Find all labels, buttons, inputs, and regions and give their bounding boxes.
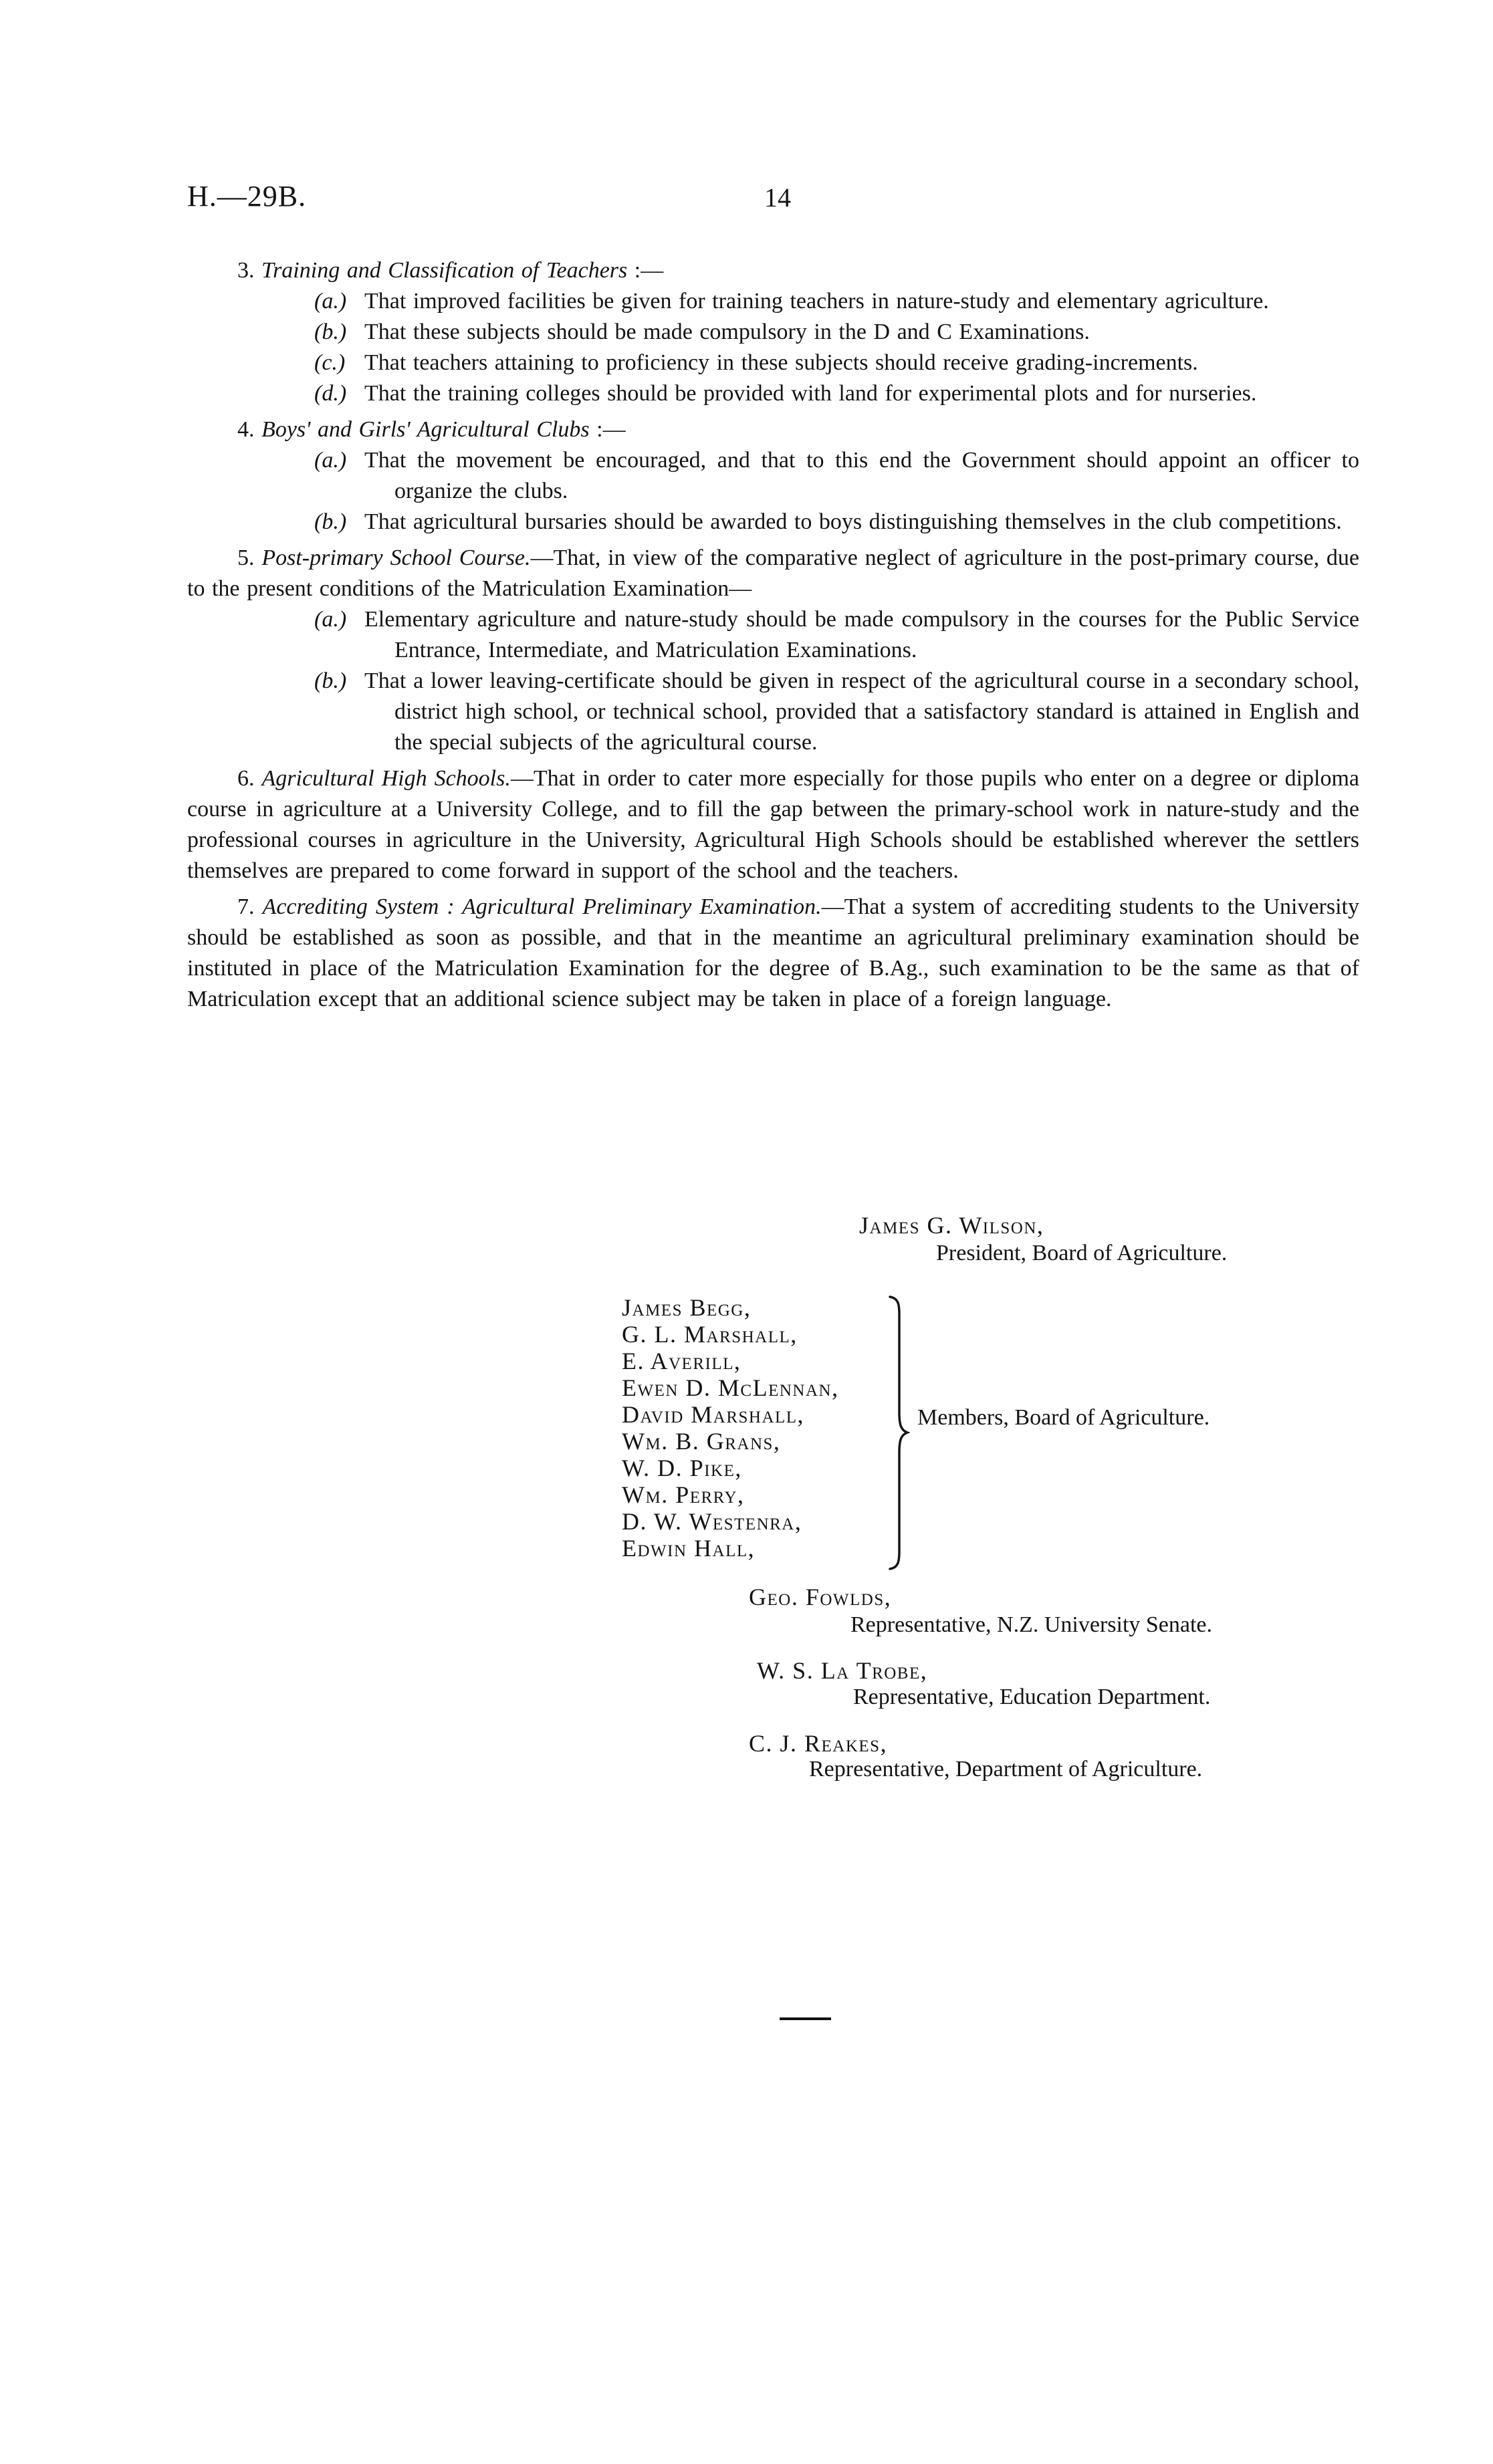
representative-name: C. J. Reakes, — [749, 1730, 888, 1757]
list-item — [187, 317, 1359, 348]
member-name: James Begg, — [622, 1294, 752, 1321]
section-number: 3. — [237, 258, 255, 283]
section-3 — [187, 255, 1359, 409]
item-text: That the training colleges should be provided with land for experimental plots and for nurseries. — [364, 381, 1257, 406]
section-body-text: —That a system of accrediting students to the University should be established as soon as possible, and that in the meantime an agricultural preliminary examination should be instituted in place of the Matriculation Examination for the degree of B.Ag., such examination to be the same as that of Matriculation except that an additional science subject may be taken in place of a foreign language. — [187, 894, 1360, 1011]
member-name: W. D. Pike, — [622, 1455, 742, 1481]
section-title: Training and Classification of Teachers — [261, 258, 628, 283]
section-number: 5. — [237, 545, 255, 570]
document-reference: H.—29B. — [187, 180, 307, 213]
president-signature-name: James G. Wilson, — [859, 1212, 1044, 1239]
member-name: Edwin Hall, — [622, 1535, 756, 1562]
section-paragraph — [187, 892, 1359, 1015]
representative-title: Representative, Department of Agriculture. — [809, 1757, 1203, 1781]
section-body-text: —That in order to cater more especially for those pupils who enter on a degree or diploma course in agriculture at a University College, and to fill the gap between the primary-school work in nature-study and the professional courses in agriculture in the University, Agricultural High Schools should be established wherever the settlers themselves are prepared to come forward in support of the school and the teachers. — [187, 766, 1359, 883]
section-heading — [187, 414, 1359, 445]
representative-title: Representative, N.Z. University Senate. — [850, 1612, 1213, 1637]
list-item — [187, 286, 1359, 317]
item-text: That agricultural bursaries should be awarded to boys distinguishing themselves in the club competitions. — [364, 509, 1342, 534]
section-title: Post-primary School Course. — [261, 545, 531, 570]
item-label: (a.) — [314, 289, 347, 314]
brace-icon — [886, 1294, 910, 1572]
section-number: 4. — [237, 417, 255, 442]
item-label: (d.) — [314, 381, 347, 406]
section-title: Boys' and Girls' Agricultural Clubs — [261, 417, 590, 442]
section-heading — [187, 255, 1359, 286]
page-header — [187, 179, 1359, 219]
member-name: G. L. Marshall, — [622, 1321, 798, 1348]
section-paragraph — [187, 543, 1359, 604]
representative-name: W. S. La Trobe, — [757, 1657, 928, 1684]
president-signature-title: President, Board of Agriculture. — [936, 1241, 1228, 1265]
section-paragraph — [187, 763, 1359, 886]
member-name: David Marshall, — [622, 1401, 805, 1428]
section-7 — [187, 892, 1359, 1015]
representative-name: Geo. Fowlds, — [749, 1584, 892, 1610]
item-label: (a.) — [314, 607, 347, 632]
item-text: That the movement be encouraged, and that to this end the Government should appoint an officer to organize the clubs. — [364, 448, 1359, 503]
section-number: 6. — [237, 766, 255, 791]
page-number: 14 — [764, 182, 791, 213]
member-name: Wm. B. Grans, — [622, 1428, 781, 1455]
section-5 — [187, 543, 1359, 758]
item-label: (b.) — [314, 509, 347, 534]
item-text: Elementary agriculture and nature-study should be made compulsory in the courses for the Public Service Entrance, Intermediate, and Matriculation Examinations. — [364, 607, 1359, 662]
member-name: E. Averill, — [622, 1348, 741, 1374]
list-item — [187, 378, 1359, 409]
list-item — [187, 507, 1359, 537]
section-title: Accrediting System : Agricultural Preliminary Examination. — [262, 894, 822, 919]
section-body-text: —That, in view of the comparative neglect of agriculture in the post-primary course, due to the present conditions of the Matriculation Examination— — [187, 545, 1359, 601]
members-caption: Members, Board of Agriculture. — [917, 1405, 1210, 1430]
item-text: That improved facilities be given for training teachers in nature-study and elementary agriculture. — [364, 289, 1269, 314]
section-4 — [187, 414, 1359, 537]
list-item — [187, 604, 1359, 666]
item-label: (b.) — [314, 320, 347, 344]
end-divider — [780, 2017, 831, 2020]
list-item — [187, 445, 1359, 507]
item-text: That teachers attaining to proficiency in these subjects should receive grading-increments. — [364, 350, 1198, 375]
item-text: That a lower leaving-certificate should be given in respect of the agricultural course in a secondary school, district high school, or technical school, provided that a satisfactory standard is attained in English and the special subjects of the agricultural course. — [364, 668, 1359, 755]
item-label: (a.) — [314, 448, 347, 473]
section-title-suffix: :— — [627, 258, 664, 283]
section-number: 7. — [237, 894, 255, 919]
section-title: Agricultural High Schools. — [261, 766, 511, 791]
section-title-suffix: :— — [589, 417, 626, 442]
list-item — [187, 666, 1359, 758]
list-item — [187, 348, 1359, 378]
member-name: Ewen D. McLennan, — [622, 1374, 839, 1401]
document-body — [187, 255, 1359, 1015]
member-name: D. W. Westenra, — [622, 1508, 802, 1535]
item-text: That these subjects should be made compulsory in the D and C Examinations. — [364, 320, 1090, 344]
section-6 — [187, 763, 1359, 886]
item-label: (c.) — [314, 350, 346, 375]
members-name-list — [622, 1294, 839, 1562]
member-name: Wm. Perry, — [622, 1481, 745, 1508]
representative-title: Representative, Education Department. — [853, 1685, 1211, 1709]
item-label: (b.) — [314, 668, 347, 693]
